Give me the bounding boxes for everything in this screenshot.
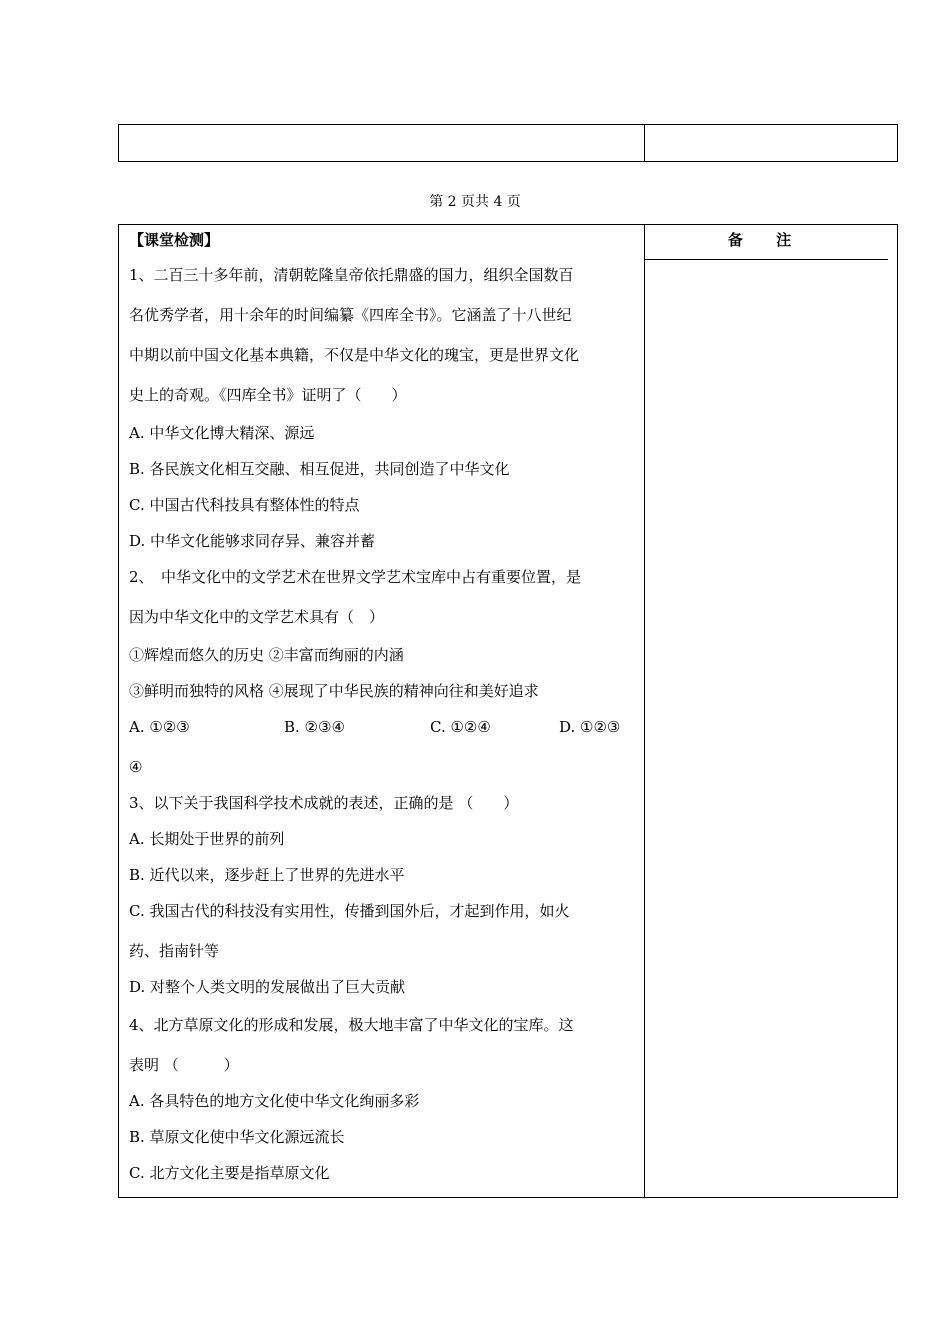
question-2-statement: ①辉煌而悠久的历史 ②丰富而绚丽的内涵 xyxy=(129,646,404,664)
question-1-option-d: D. 中华文化能够求同存异、兼容并蓄 xyxy=(129,532,376,550)
question-4-option-a: A. 各具特色的地方文化使中华文化绚丽多彩 xyxy=(129,1092,420,1110)
question-3-option-c: C. 我国古代的科技没有实用性，传播到国外后，才起到作用，如火 xyxy=(129,902,570,920)
question-1-option-b: B. 各民族文化相互交融、相互促进，共同创造了中华文化 xyxy=(129,460,510,478)
question-1-line: 名优秀学者，用十余年的时间编纂《四库全书》。它涵盖了十八世纪 xyxy=(129,306,572,324)
question-2-option-b: B. ②③④ xyxy=(284,718,345,736)
question-3-option-c-wrap: 药、指南针等 xyxy=(129,942,220,960)
column-divider xyxy=(644,125,645,161)
question-2-statement: ③鲜明而独特的风格 ④展现了中华民族的精神向往和美好追求 xyxy=(129,682,539,700)
page-number: 第 2 页共 4 页 xyxy=(429,194,521,210)
question-2-option-d-wrap: ④ xyxy=(129,758,143,776)
question-2-line: 因为中华文化中的文学艺术具有（ ） xyxy=(129,608,385,626)
question-4-option-b: B. 草原文化使中华文化源远流长 xyxy=(129,1128,345,1146)
question-2-line: 2、 中华文化中的文学艺术在世界文学艺术宝库中占有重要位置，是 xyxy=(129,568,582,586)
section-title: 【课堂检测】 xyxy=(129,231,220,249)
worksheet-table xyxy=(118,224,898,1198)
notes-header: 备 注 xyxy=(645,225,888,260)
question-3-option-a: A. 长期处于世界的前列 xyxy=(129,830,285,848)
question-3-option-d: D. 对整个人类文明的发展做出了巨大贡献 xyxy=(129,978,406,996)
question-2-option-d: D. ①②③ xyxy=(559,718,621,736)
question-1-line: 1、二百三十多年前，清朝乾隆皇帝依托鼎盛的国力，组织全国数百 xyxy=(129,266,574,284)
top-table-fragment xyxy=(118,124,898,162)
question-2-option-a: A. ①②③ xyxy=(129,718,190,736)
question-1-line: 中期以前中国文化基本典籍，不仅是中华文化的瑰宝，更是世界文化 xyxy=(129,346,580,364)
column-divider xyxy=(644,225,645,1197)
question-1-line: 史上的奇观。《四库全书》证明了（ ） xyxy=(129,386,407,404)
question-4-option-c: C. 北方文化主要是指草原文化 xyxy=(129,1164,330,1182)
question-3-line: 3、以下关于我国科学技术成就的表述，正确的是 （ ） xyxy=(129,794,519,812)
question-4-line: 4、北方草原文化的形成和发展，极大地丰富了中华文化的宝库。这 xyxy=(129,1016,574,1034)
question-4-line: 表明 （ ） xyxy=(129,1056,239,1074)
question-1-option-a: A. 中华文化博大精深、源远 xyxy=(129,424,315,442)
question-1-option-c: C. 中国古代科技具有整体性的特点 xyxy=(129,496,360,514)
question-2-option-c: C. ①②④ xyxy=(430,718,491,736)
question-3-option-b: B. 近代以来，逐步赶上了世界的先进水平 xyxy=(129,866,405,884)
